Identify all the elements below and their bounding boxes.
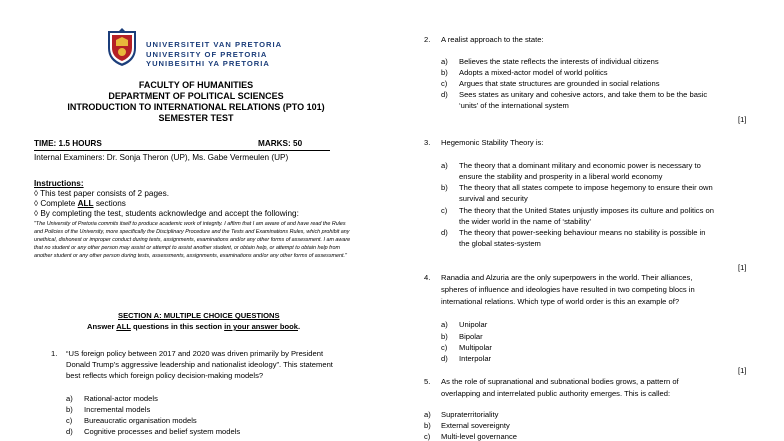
option-letter: a) (424, 410, 431, 419)
section-a-instruction (87, 322, 300, 332)
test-heading: SEMESTER TEST (158, 113, 234, 123)
answer-end: . (297, 322, 301, 331)
question-3-mark: [1] (738, 263, 747, 272)
instruction-complete (34, 199, 126, 208)
course-heading: INTRODUCTION TO INTERNATIONAL RELATIONS (PTO 101) (67, 102, 325, 112)
header-divider (34, 150, 330, 151)
instruction-pages: ◊ This test paper consists of 2 pages. (34, 189, 169, 198)
question-2-option-c: Argues that state structures are grounded in social relations (459, 79, 660, 88)
question-1-number: 1. (51, 349, 58, 358)
question-2-mark: [1] (738, 115, 747, 124)
option-letter: c) (66, 416, 73, 425)
question-3-option-a: The theory that a dominant military and economic power is necessary to (459, 161, 701, 170)
question-1-option-a: Rational-actor models (84, 394, 158, 403)
question-3-option-d: the global states-system (459, 239, 541, 248)
answer-mid: questions in this section (130, 322, 225, 331)
option-letter: d) (66, 427, 73, 436)
question-5-option-a: Supraterritoriality (441, 410, 499, 419)
question-2-number: 2. (424, 35, 431, 44)
question-1-option-b: Incremental models (84, 405, 151, 414)
option-letter: c) (441, 343, 448, 352)
option-letter: a) (441, 320, 448, 329)
question-1-stem: Donald Trump’s aggressive leadership and nationalist ideology”. This statement (66, 360, 333, 369)
question-1-stem: “US foreign policy between 2017 and 2020 was driven primarily by President (66, 349, 324, 358)
question-1-stem: best reflects which foreign policy decision-making models? (66, 371, 264, 380)
option-letter: a) (441, 161, 448, 170)
option-letter: d) (441, 90, 448, 99)
option-letter: c) (441, 79, 448, 88)
question-2-option-b: Adopts a mixed-actor model of world politics (459, 68, 608, 77)
question-5-number: 5. (424, 377, 431, 386)
section-a-title: SECTION A: MULTIPLE CHOICE QUESTIONS (118, 311, 280, 320)
answer-text: Answer (87, 322, 117, 331)
question-4-option-b: Bipolar (459, 332, 483, 341)
instruction-complete-text: ◊ Complete (34, 199, 78, 208)
question-4-stem: international relations. Which type of world order is this an example of? (441, 297, 680, 306)
question-4-mark: [1] (738, 366, 747, 375)
question-3-stem: Hegemonic Stability Theory is: (441, 138, 544, 147)
instruction-complete-sections: sections (93, 199, 126, 208)
question-4-option-d: Interpolar (459, 354, 492, 363)
marks-label: MARKS: 50 (258, 139, 303, 148)
question-3-option-b: The theory that all states compete to impose hegemony to ensure their own (459, 183, 713, 192)
option-letter: b) (424, 421, 431, 430)
instruction-acknowledge: ◊ By completing the test, students acknowledge and accept the following: (34, 209, 299, 218)
question-1-option-d: Cognitive processes and belief system models (84, 427, 241, 436)
question-2-stem: A realist approach to the state: (441, 35, 544, 44)
answer-book: in your answer book (224, 322, 298, 331)
option-letter: b) (441, 183, 448, 192)
answer-all: ALL (116, 322, 131, 331)
university-name (146, 40, 282, 69)
question-2-option-a: Believes the state reflects the interests of individual citizens (459, 57, 659, 66)
option-letter: a) (441, 57, 448, 66)
question-5-option-c: Multi-level governance (441, 432, 517, 441)
option-letter: c) (441, 206, 448, 215)
option-letter: b) (66, 405, 73, 414)
university-name-english: UNIVERSITY OF PRETORIA (146, 49, 268, 59)
question-3-option-a: ensure the stability and prosperity in a liberal world economy (459, 172, 663, 181)
university-name-afrikaans: UNIVERSITEIT VAN PRETORIA (146, 40, 283, 49)
question-4-option-c: Multipolar (459, 343, 492, 352)
option-letter: d) (441, 354, 448, 363)
question-3-option-d: The theory that power-seeking behaviour means no stability is possible in (459, 228, 706, 237)
option-letter: c) (424, 432, 431, 441)
time-label: TIME: 1.5 HOURS (34, 139, 102, 148)
faculty-heading: FACULTY OF HUMANITIES (138, 80, 254, 90)
university-crest-icon (105, 28, 139, 73)
question-1-option-c: Bureaucratic organisation models (84, 416, 197, 425)
question-3-option-c: the wider world in the name of ‘stability’ (459, 217, 592, 226)
instruction-complete-all: ALL (77, 199, 94, 208)
department-heading: DEPARTMENT OF POLITICAL SCIENCES (108, 91, 284, 101)
question-4-stem: Ranadia and Alzuria are the only superpowers in the world. Their alliances, (441, 273, 693, 282)
instructions-title: Instructions: (34, 179, 84, 188)
option-letter: b) (441, 332, 448, 341)
question-2-option-d: ‘units’ of the international system (459, 101, 569, 110)
question-5-option-b: External sovereignty (441, 421, 510, 430)
question-3-option-c: The theory that the United States unjustly imposes its culture and politics on (459, 206, 714, 215)
option-letter: d) (441, 228, 448, 237)
university-name-sepedi: YUNIBESITHI YA PRETORIA (146, 59, 270, 68)
question-2-option-d: Sees states as unitary and cohesive actors, and take them to be the basic (459, 90, 708, 99)
question-5-stem: As the role of supranational and subnational bodies grows, a pattern of (441, 377, 679, 386)
question-4-stem: spheres of influence and ideologies have resulted in two competing blocs in (441, 285, 695, 294)
examiners-label: Internal Examiners: Dr. Sonja Theron (UP), Ms. Gabe Vermeulen (UP) (34, 153, 289, 162)
question-3-number: 3. (424, 138, 431, 147)
option-letter: b) (441, 68, 448, 77)
integrity-pledge: "The University of Pretoria commits itself to produce academic work of integrity. I affirm that I am aware of and have read the Rules and Policies of the University, more specifically the Disciplinary Procedure and the Tests and Examinations Rules, which prohibit any unethical, dishonest or improper conduct during tests, assignments, examinations and/or any other forms of assessment. I am aware that no student or any other person may assist or attempt to assist another student, or obtain help, or attempt to obtain help from another student or any other person during tests, assessments, assignments, examinations and/or any other forms of assessment." (34, 221, 351, 259)
question-4-option-a: Unipolar (459, 320, 488, 329)
question-4-number: 4. (424, 273, 431, 282)
question-5-stem: overlapping and interrelated public authority emerges. This is called: (441, 389, 671, 398)
option-letter: a) (66, 394, 73, 403)
question-3-option-b: survival and security (459, 194, 528, 203)
right-page (392, 0, 784, 441)
